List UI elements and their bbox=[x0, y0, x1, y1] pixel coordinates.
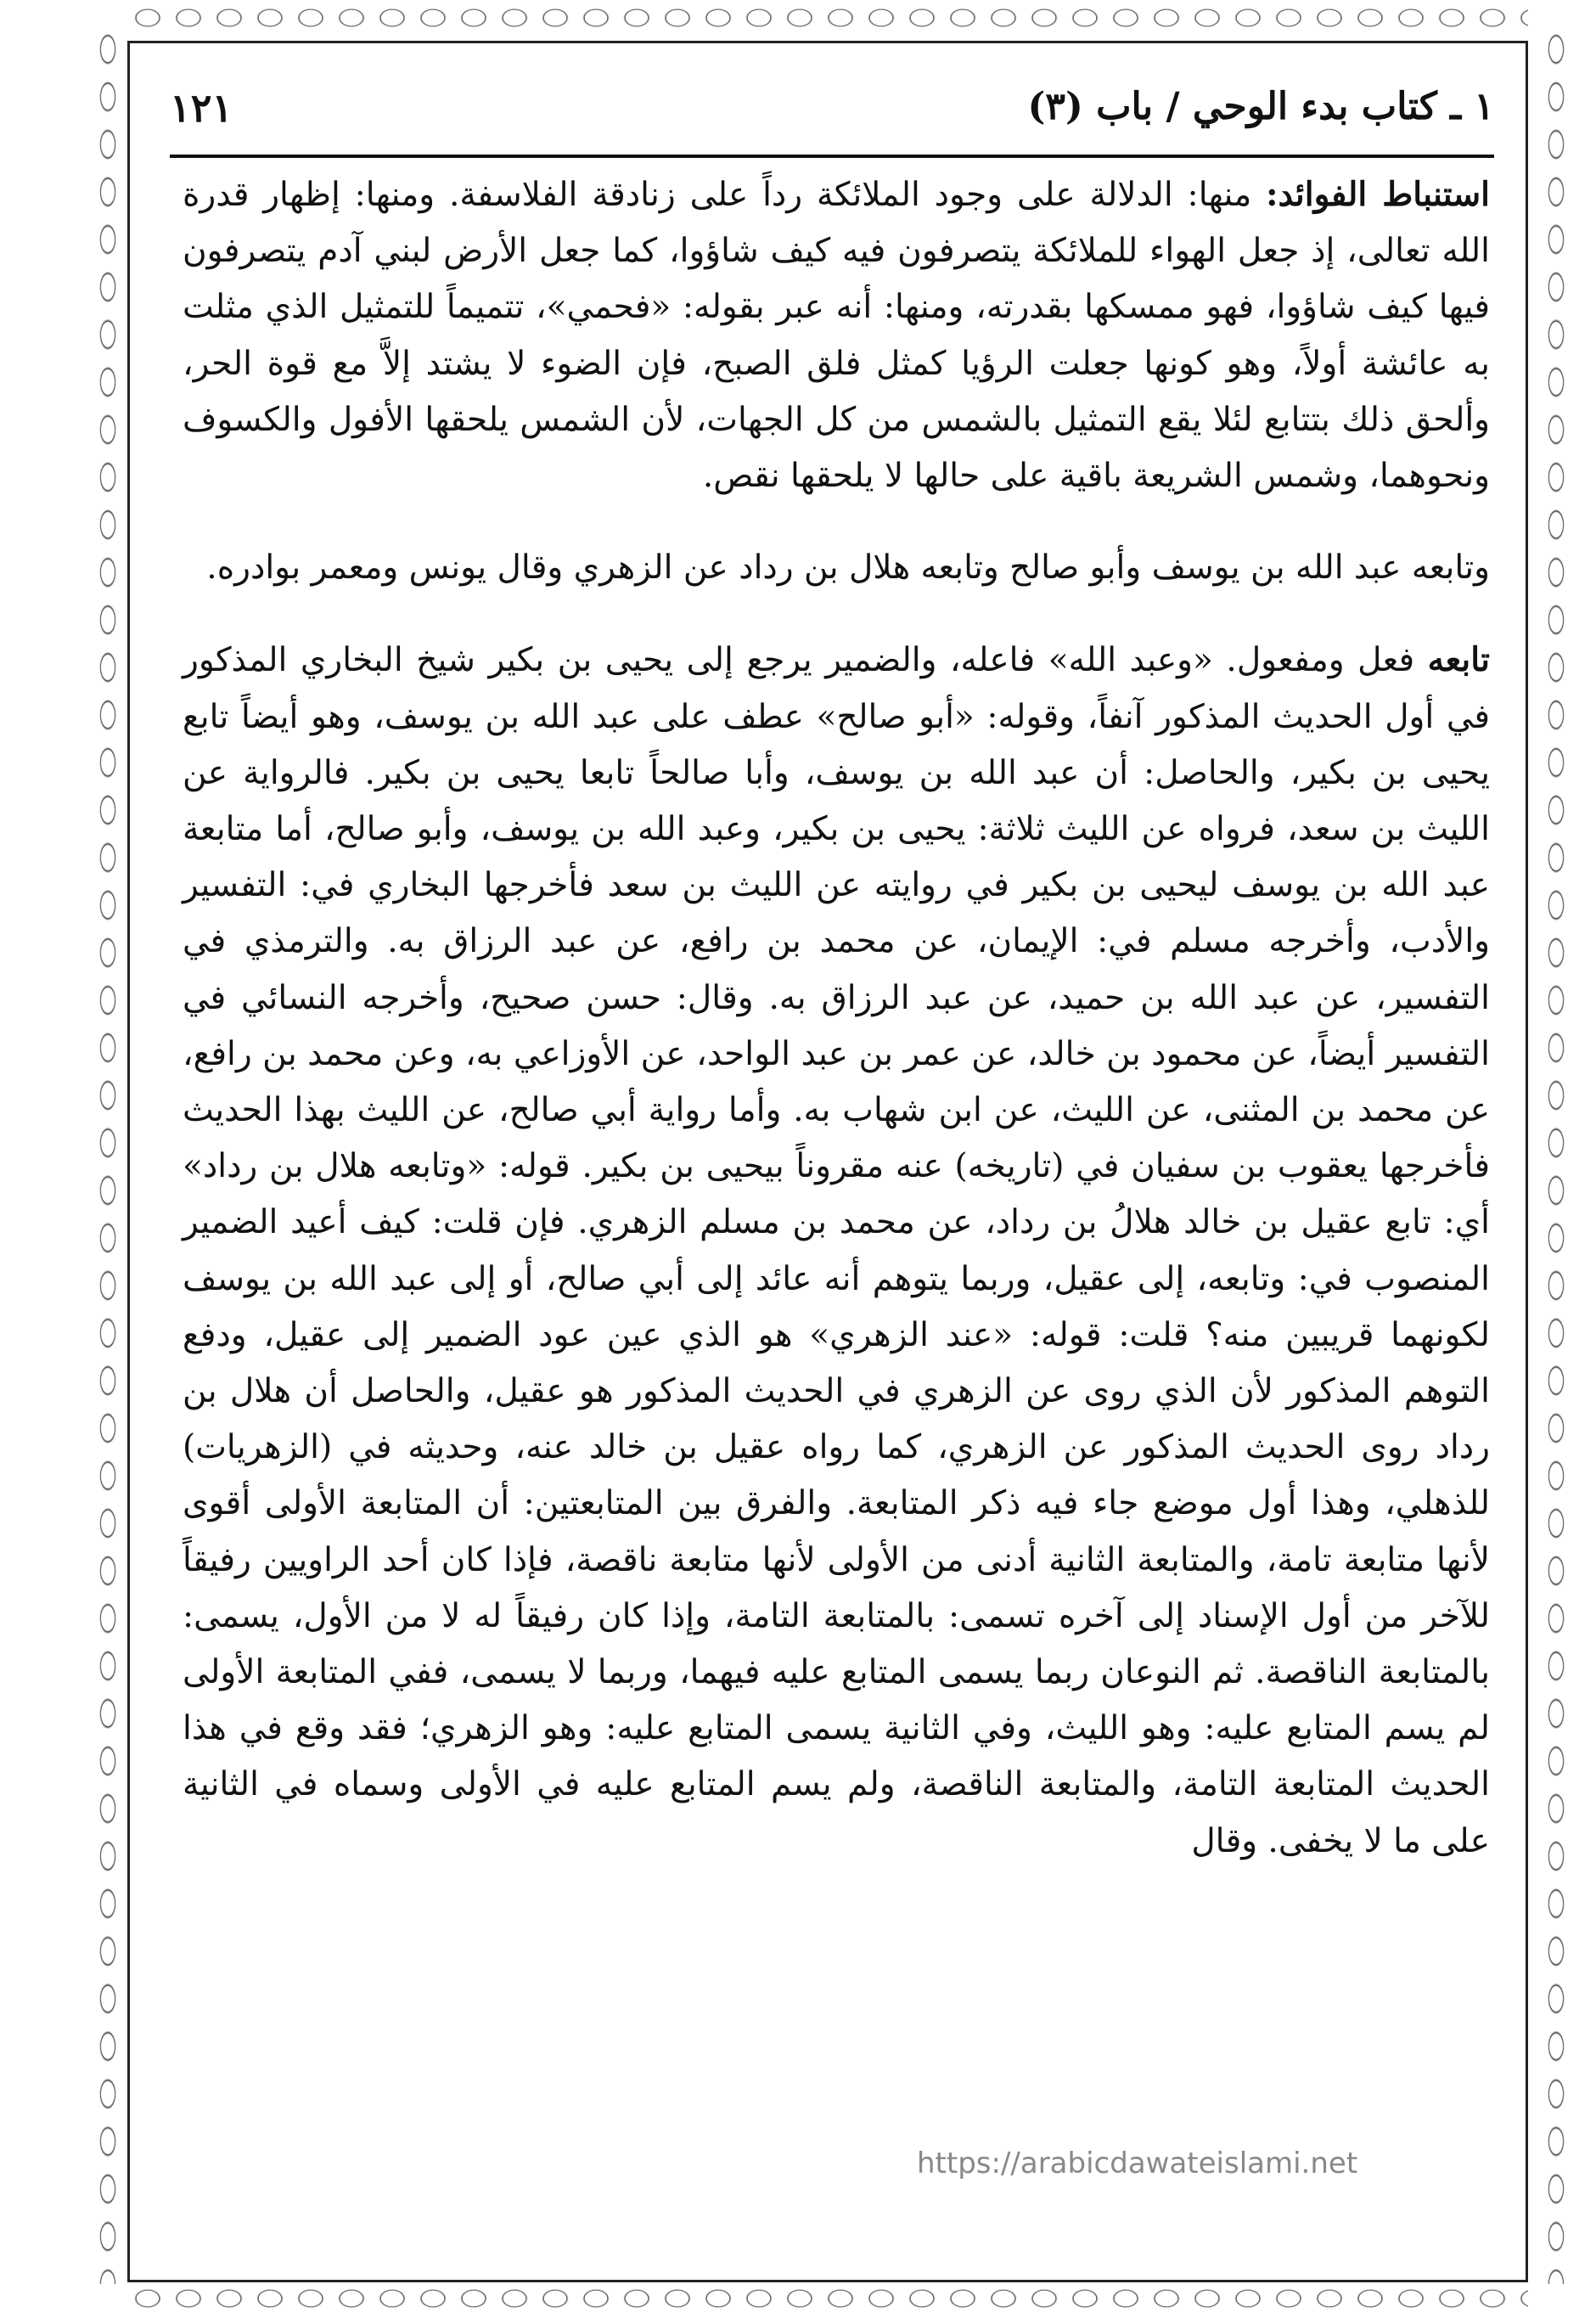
header-rule bbox=[170, 155, 1494, 158]
paragraph-text: فعل ومفعول. «وعبد الله» فاعله، والضمير يرجع إلى يحيى بن بكير شيخ البخاري المذكور في أول الحديث المذكور آنفاً، وقوله: «أبو صالح» عطف على عبد الله بن يوسف، وهو أيضاً تابع يحيى بن بكير، والحاصل: أن عبد الله بن يوسف، وأبا صالحاً تابعا يحيى بن بكير. فالرواية عن الليث بن سعد، فرواه عن الليث ثلاثة: يحيى بن بكير، وعبد الله بن يوسف، وأبو صالح، أما متابعة عبد الله بن يوسف ليحيى بن بكير في روايته عن الليث بن سعد فأخرجها البخاري في: التفسير والأدب، وأخرجه مسلم في: الإيمان، عن محمد بن رافع، عن عبد الرزاق به. والترمذي في التفسير، عن عبد الله بن حميد، عن عبد الرزاق به. وقال: حسن صحيح، وأخرجه النسائي في التفسير أيضاً، عن محمود بن خالد، عن عمر بن عبد الواحد، عن الأوزاعي به، وعن محمد بن رافع، عن محمد بن المثنى، عن الليث، عن ابن شهاب به. وأما رواية أبي صالح، عن الليث بهذا الحديث فأخرجها يعقوب بن سفيان في (تاريخه) عنه مقروناً بيحيى بن بكير. قوله: «وتابعه هلال بن رداد» أي: تابع عقيل بن خالد هلالُ بن رداد، عن محمد بن مسلم الزهري. فإن قلت: كيف أعيد الضمير المنصوب في: وتابعه، إلى عقيل، وربما يتوهم أنه عائد إلى أبي صالح، أو إلى عبد الله بن يوسف لكونهما قريبين منه؟ قلت: قوله: «عند الزهري» هو الذي عين عود الضمير إلى عقيل، ودفع التوهم المذكور لأن الذي روى عن الزهري في الحديث المذكور هو عقيل، والحاصل أن هلال بن رداد روى الحديث المذكور عن الزهري، كما رواه عقيل بن خالد عنه، وحديثه في (الزهريات) للذهلي، وهذا أول موضع جاء فيه ذكر المتابعة. والفرق بين المتابعتين: أن المتابعة الأولى أقوى لأنها متابعة تامة، والمتابعة الثانية أدنى من الأولى لأنها متابعة ناقصة، فإذا كان أحد الراويين رفيقاً للآخر من أول الإسناد إلى آخره تسمى: بالمتابعة التامة، وإذا كان رفيقاً له لا من الأول، يسمى: بالمتابعة الناقصة. ثم النوعان ربما يسمى المتابع عليه فيهما، وربما لا يسمى، ففي المتابعة الأولى لم يسم المتابع عليه: وهو الليث، وفي الثانية يسمى المتابع عليه: وهو الزهري؛ فقد وقع في هذا الحديث المتابعة التامة، والمتابعة الناقصة، ولم يسم المتابع عليه في الأولى وسماه في الثانية على ما لا يخفى. وقال bbox=[183, 641, 1490, 1860]
paragraph-text: منها: الدلالة على وجود الملائكة رداً على زنادقة الفلاسفة. ومنها: إظهار قدرة الله تعالى، إذ جعل الهواء للملائكة يتصرفون فيه كيف شاؤوا، كما جعل الأرض لبني آدم يتصرفون فيها كيف شاؤوا، فهو ممسكها بقدرته، ومنها: أنه عبر بقوله: «فحمي»، تتميماً للتمثيل الذي مثلت به عائشة أولاً، وهو كونها جعلت الرؤيا كمثل فلق الصبح، فإن الضوء لا يشتد إلاَّ مع قوة الحر، وألحق ذلك بتتابع لئلا يقع التمثيل بالشمس من كل الجهات، لأن الشمس يلحقها الأفول والكسوف ونحوهما، وشمس الشريعة باقية على حالها لا يلحقها نقص. bbox=[183, 176, 1490, 496]
paragraph-commentary bbox=[183, 632, 1490, 1869]
paragraph-lead: تابعه bbox=[1427, 640, 1490, 680]
page-number: ١٢١ bbox=[170, 85, 233, 131]
paragraph-lead: استنباط الفوائد: bbox=[1266, 175, 1491, 214]
body-text bbox=[183, 166, 1490, 1870]
paragraph-hadith-text: وتابعه عبد الله بن يوسف وأبو صالح وتابعه هلال بن رداد عن الزهري وقال يونس ومعمر بوادره. bbox=[206, 549, 1490, 588]
ornamental-border-top bbox=[127, 3, 1528, 32]
paragraph-benefits bbox=[183, 166, 1490, 504]
page-header bbox=[170, 85, 1494, 144]
ornamental-border-left bbox=[95, 25, 121, 2284]
chapter-title: ١ ـ كتاب بدء الوحي / باب (٣) bbox=[1027, 85, 1494, 128]
watermark-url: https://arabicdawateislami.net bbox=[917, 2146, 1358, 2180]
ornamental-border-bottom bbox=[127, 2284, 1528, 2313]
ornamental-border-right bbox=[1543, 25, 1569, 2284]
